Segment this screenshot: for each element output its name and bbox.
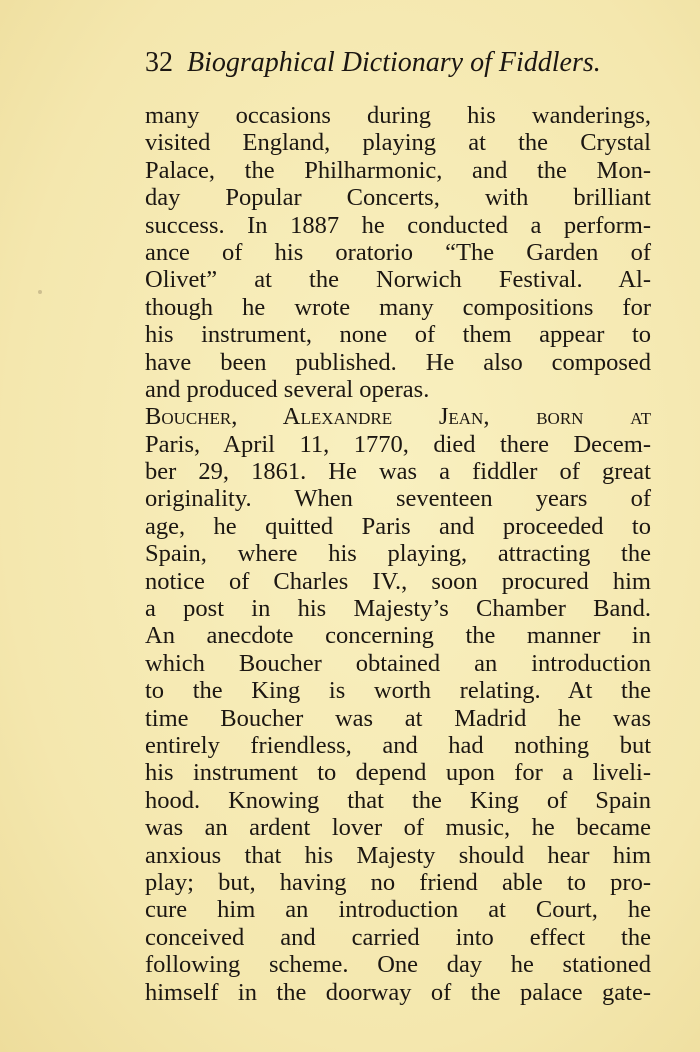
text-line: conceived and carried into effect the: [145, 923, 651, 951]
page-number: 32: [145, 47, 173, 78]
text-line: Spain, where his playing, attracting the: [145, 540, 651, 568]
text-line: himself in the doorway of the palace gate-: [145, 978, 651, 1006]
running-title: Biographical Dictionary of Fiddlers.: [187, 47, 601, 78]
text-line: time Boucher was at Madrid he was: [145, 704, 651, 732]
entry-heading-line: Boucher, Alexandre Jean, born at: [145, 403, 651, 431]
text-line: though he wrote many compositions for: [145, 293, 651, 321]
text-line: ber 29, 1861. He was a fiddler of great: [145, 458, 651, 486]
text-line: originality. When seventeen years of: [145, 485, 651, 513]
text-line: Paris, April 11, 1770, died there Decem-: [145, 430, 651, 458]
body-text: [145, 102, 651, 1006]
text-line: which Boucher obtained an introduction: [145, 649, 651, 677]
text-line: hood. Knowing that the King of Spain: [145, 786, 651, 814]
text-line: have been published. He also composed: [145, 348, 651, 376]
text-line: many occasions during his wanderings,: [145, 102, 651, 129]
running-head: [145, 46, 601, 80]
text-line: to the King is worth relating. At the: [145, 677, 651, 705]
text-line: anxious that his Majesty should hear him: [145, 841, 651, 869]
text-line: An anecdote concerning the manner in: [145, 622, 651, 650]
text-line: success. In 1887 he conducted a perform-: [145, 211, 651, 239]
text-line: his instrument, none of them appear to: [145, 321, 651, 349]
text-line: was an ardent lover of music, he became: [145, 814, 651, 842]
text-line: play; but, having no friend able to pro-: [145, 868, 651, 896]
text-line: following scheme. One day he stationed: [145, 951, 651, 979]
text-line: a post in his Majesty’s Chamber Band.: [145, 595, 651, 623]
text-line: visited England, playing at the Crystal: [145, 129, 651, 157]
text-line: day Popular Concerts, with brilliant: [145, 184, 651, 212]
text-line: notice of Charles IV., soon procured him: [145, 567, 651, 595]
text-line: Olivet” at the Norwich Festival. Al-: [145, 266, 651, 294]
paragraph-end-line: and produced several operas.: [145, 375, 430, 403]
text-line: cure him an introduction at Court, he: [145, 896, 651, 924]
text-line: Palace, the Philharmonic, and the Mon-: [145, 156, 651, 184]
text-line: age, he quitted Paris and proceeded to: [145, 512, 651, 540]
paper-speck: [38, 290, 42, 294]
text-line: ance of his oratorio “The Garden of: [145, 238, 651, 266]
text-line: his instrument to depend upon for a liveli-: [145, 759, 651, 787]
text-line: entirely friendless, and had nothing but: [145, 731, 651, 759]
